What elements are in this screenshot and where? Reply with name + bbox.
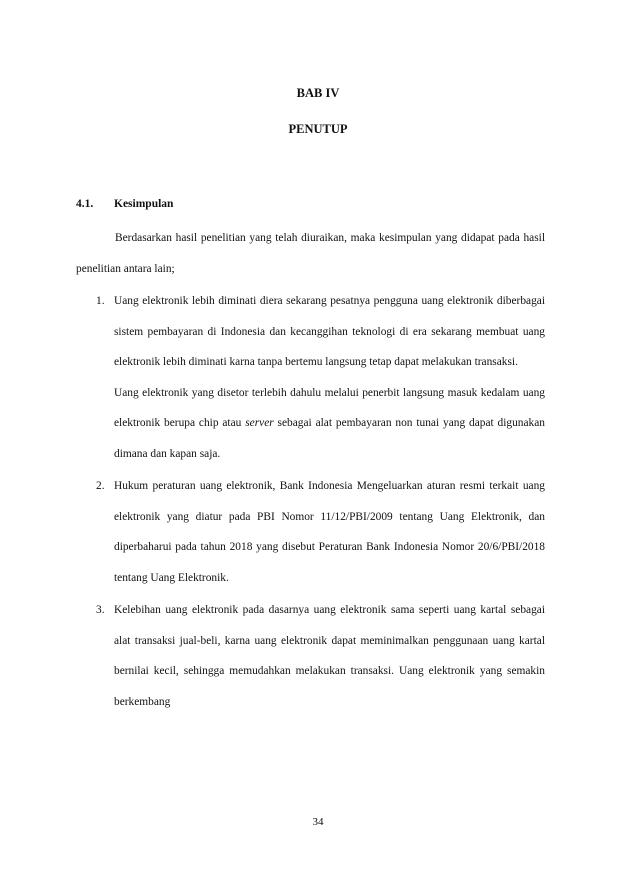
continuation-text-end: sebagai alat pembayaran non tunai yang dapat digunakan dimana dan kapan saja. bbox=[114, 417, 545, 460]
italic-term: server bbox=[245, 417, 274, 429]
continuation-text-start: Uang elektronik yang disetor terlebih dahulu melalui penerbit langsung masuk kedalam uang elektronik berupa chip atau bbox=[114, 386, 545, 429]
intro-paragraph: Berdasarkan hasil penelitian yang telah diuraikan, maka kesimpulan yang didapat pada hasil penelitian antara lain; bbox=[76, 232, 545, 275]
list-item-text: Hukum peraturan uang elektronik, Bank Indonesia Mengeluarkan aturan resmi terkait uang elektronik yang diatur pada PBI Nomor 11/12/PBI/2009 tentang Uang Elektronik, dan diperbaharui pada tahun 2018 yang disebut Peraturan Bank Indonesia Nomor 20/6/PBI/2018 tentang Uang Elektronik. bbox=[114, 480, 545, 584]
list-item-text: Uang elektronik lebih diminati diera sekarang pesatnya pengguna uang elektronik diberbagai sistem pembayaran di Indonesia dan kecanggihan teknologi di era sekarang membuat uang elektronik lebih diminati karna tanpa bertemu langsung tetap dapat melakukan transaksi. bbox=[114, 295, 545, 368]
list-item-continuation bbox=[114, 378, 545, 470]
list-item bbox=[76, 595, 545, 717]
section-title: Kesimpulan bbox=[114, 198, 174, 210]
list-item bbox=[76, 286, 545, 469]
list-item-number: 3. bbox=[96, 604, 105, 616]
section-number: 4.1. bbox=[76, 198, 94, 210]
page-number: 34 bbox=[312, 816, 324, 828]
conclusion-list bbox=[76, 286, 545, 719]
chapter-number: BAB IV bbox=[296, 86, 340, 100]
chapter-title: PENUTUP bbox=[288, 122, 348, 136]
list-item-text: Kelebihan uang elektronik pada dasarnya uang elektronik sama seperti uang kartal sebagai alat transaksi jual-beli, karna uang elektronik dapat meminimalkan penggunaan uang kartal bernilai kecil, sehingga memudahkan melakukan transaksi. Uang elektronik yang semakin berkembang bbox=[114, 604, 545, 708]
list-item-number: 1. bbox=[96, 295, 105, 307]
list-item bbox=[76, 471, 545, 593]
list-item-number: 2. bbox=[96, 480, 105, 492]
